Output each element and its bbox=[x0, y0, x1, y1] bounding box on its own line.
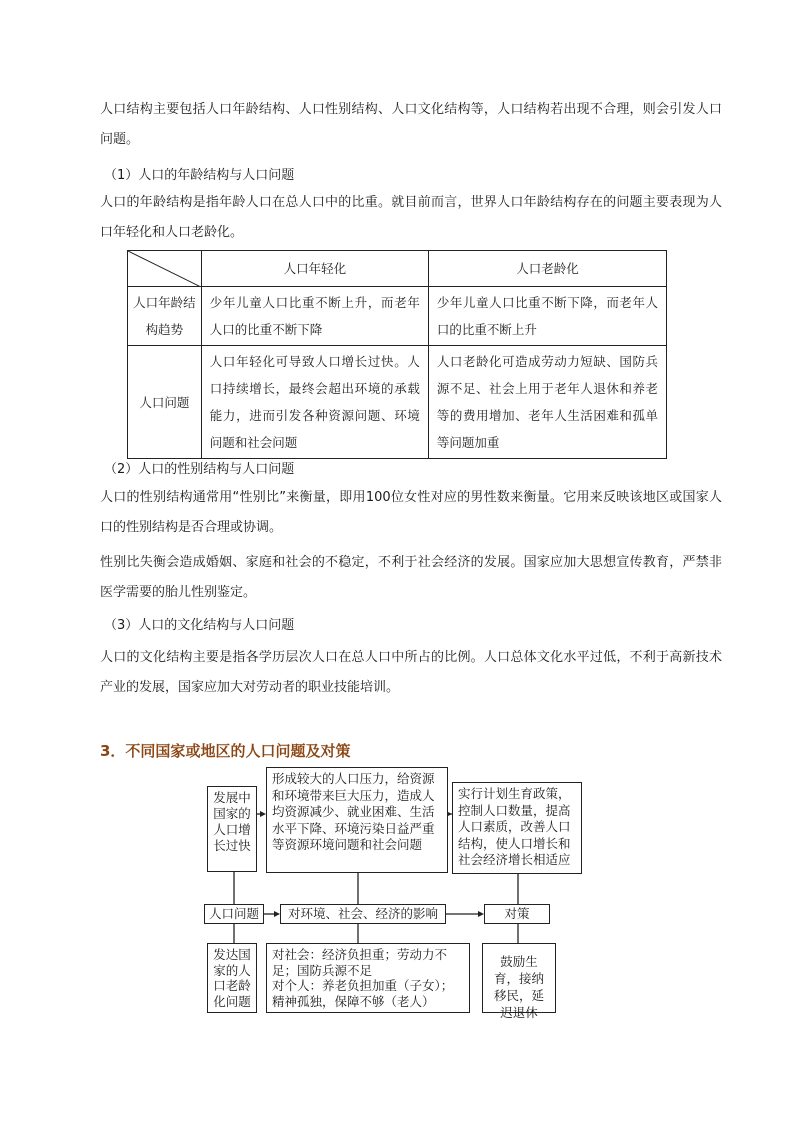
age-paragraph: 人口的年龄结构是指年龄人口在总人口中的比重。就目前而言，世界人口年龄结构存在的问题主要表现为人口年轻化和人口老龄化。 bbox=[100, 195, 722, 240]
row-header-trend: 人口年龄结构趋势 bbox=[128, 287, 202, 346]
cell-problem-young: 人口年轻化可导致人口增长过快。人口持续增长，最终会超出环境的承载能力，进而引发各种资源问题、环境问题和社会问题 bbox=[201, 346, 428, 459]
cell-trend-young: 少年儿童人口比重不断上升，而老年人口的比重不断下降 bbox=[201, 287, 428, 346]
developed-policy-box: 鼓励生育，接纳移民，延迟退休 bbox=[482, 943, 556, 1013]
subheading-gender: （2）人口的性别结构与人口问题 bbox=[104, 462, 295, 477]
policy-box: 对策 bbox=[484, 904, 550, 924]
subheading-culture: （3）人口的文化结构与人口问题 bbox=[104, 618, 295, 633]
developing-impact-box: 形成较大的人口压力，给资源和环境带来巨大压力，造成人均资源减少、就业困难、生活水平下降、环境污染日益严重等资源环境问题和社会问题 bbox=[266, 767, 448, 873]
developed-impact-box: 对社会：经济负担重；劳动力不足；国防兵源不足 对个人：养老负担加重（子女）；精神孤独，保障不够（老人） bbox=[266, 943, 470, 1013]
developing-policy-box: 实行计划生育政策，控制人口数量，提高人口素质，改善人口结构，使人口增长和社会经济增长相适应 bbox=[452, 782, 582, 874]
intro-paragraph: 人口结构主要包括人口年龄结构、人口性别结构、人口文化结构等，人口结构若出现不合理，则会引发人口问题。 bbox=[100, 102, 722, 147]
subheading-age: （1）人口的年龄结构与人口问题 bbox=[104, 168, 295, 183]
developed-country-box: 发达国家的人口老龄化问题 bbox=[207, 943, 257, 1013]
col-header-old: 人口老龄化 bbox=[428, 251, 666, 287]
section-title: 3．不同国家或地区的人口问题及对策 bbox=[100, 742, 351, 760]
culture-paragraph: 人口的文化结构主要是指各学历层次人口在总人口中所占的比例。人口总体文化水平过低，不利于高新技术产业的发展，国家应加大对劳动者的职业技能培训。 bbox=[100, 650, 722, 695]
impact-box: 对环境、社会、经济的影响 bbox=[280, 904, 446, 924]
col-header-young: 人口年轻化 bbox=[201, 251, 428, 287]
gender-paragraph-1: 人口的性别结构通常用“性别比”来衡量，即用100位女性对应的男性数来衡量。它用来反映该地区或国家人口的性别结构是否合理或协调。 bbox=[100, 490, 722, 535]
population-problem-box: 人口问题 bbox=[204, 904, 264, 924]
cell-problem-old: 人口老龄化可造成劳动力短缺、国防兵源不足、社会上用于老年人退休和养老等的费用增加、老年人生活困难和孤单等问题加重 bbox=[428, 346, 666, 459]
gender-paragraph-2: 性别比失衡会造成婚姻、家庭和社会的不稳定，不利于社会经济的发展。国家应加大思想宣传教育，严禁非医学需要的胎儿性别鉴定。 bbox=[100, 555, 722, 600]
developing-country-box: 发展中国家的人口增长过快 bbox=[207, 786, 257, 872]
cell-trend-old: 少年儿童人口比重不断下降，而老年人口的比重不断上升 bbox=[428, 287, 666, 346]
row-header-problem: 人口问题 bbox=[128, 346, 202, 459]
